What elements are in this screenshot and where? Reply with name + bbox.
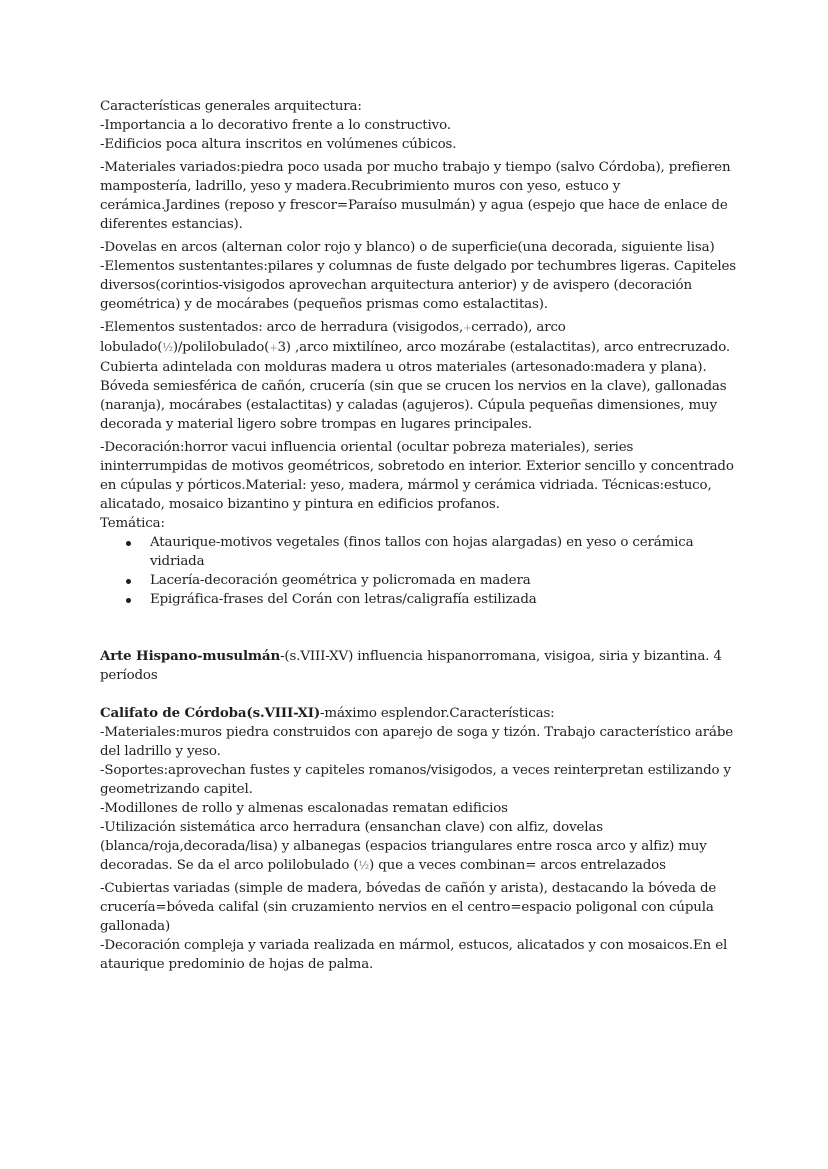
paragraph-edificios: -Edificios poca altura inscritos en volúmenes cúbicos. — [100, 137, 457, 152]
text-span: -máximo esplendor.Características: — [320, 706, 555, 721]
spacer — [100, 685, 740, 704]
paragraph-dovelas: -Dovelas en arcos (alternan color rojo y blanco) o de superficie(una decorada, siguiente lisa) — [100, 240, 715, 255]
text-span: -Elementos sustentados: arco de herradura (visigodos, — [100, 320, 464, 335]
fraction-mark: ½ — [358, 859, 370, 872]
text-span: cerrado), arco lobulado( — [100, 320, 566, 355]
paragraph-soportes: -Soportes:aprovechan fustes y capiteles romanos/visigodos, a veces reinterpretan estilizando y geometrizando capitel. — [100, 763, 731, 797]
tematica-label: Temática: — [100, 516, 165, 531]
paragraph-califato-materiales: -Materiales:muros piedra construidos con aparejo de soga y tizón. Trabajo característico arábe del ladrillo y yeso. — [100, 725, 734, 759]
paragraph-califato-title — [100, 704, 740, 723]
text-span: ) que a veces combinan= arcos entrelazados — [369, 858, 666, 873]
plus-mark: + — [463, 323, 472, 334]
text-span: )/polilobulado( — [172, 340, 270, 355]
tematica-list — [100, 533, 740, 609]
list-item: Lacería-decoración geométrica y policromada en madera — [150, 571, 740, 590]
text-span: -Utilización sistemática arco herradura (ensanchan clave) con alfiz, dovelas (blanca/roja,decorada/lisa) y albanegas (espacios triangulares entre rosca arco y alfiz) muy decoradas. Se da el arco polilobulado ( — [100, 820, 707, 873]
paragraph-decoracion: -Decoración:horror vacui influencia oriental (ocultar pobreza materiales), series ininterrumpidas de motivos geométricos, sobretodo en interior. Exterior sencillo y concentrado en cúpulas y pórticos.Material: yeso, madera, mármol y cerámica vidriada. Técnicas:estuco, alicatado, mosaico bizantino y pintura en edificios profanos. — [100, 440, 734, 512]
section-heading-arte: Arte Hispano-musulmán — [100, 648, 281, 664]
section-heading-califato: Califato de Córdoba(s.VIII-XI) — [100, 705, 321, 721]
section-heading-general: Características generales arquitectura: — [100, 99, 362, 114]
paragraph-materiales: -Materiales variados:piedra poco usada por mucho trabajo y tiempo (salvo Córdoba), prefieren mampostería, ladrillo, yeso y madera.Recubrimiento muros con yeso, estuco y cerámica.Jardines (reposo y frescor=Paraíso musulmán) y agua (espejo que hace de enlace de diferentes estancias). — [100, 160, 731, 232]
list-item: Ataurique-motivos vegetales (finos tallos con hojas alargadas) en yeso o cerámica vidriada — [150, 533, 740, 571]
text-span: -(s.VIII-XV) influencia hispanorromana, visigoa, siria y bizantina. 4 períodos — [100, 649, 722, 683]
paragraph-utilizacion — [100, 818, 740, 875]
spacer — [100, 609, 740, 647]
paragraph-modillones: -Modillones de rollo y almenas escalonadas rematan edificios — [100, 801, 508, 816]
text-span: 3) ,arco mixtilíneo, arco mozárabe (estalactitas), arco entrecruzado. Cubierta adintelada con molduras madera u otros materiales (artesonado:madera y plana). Bóveda semiesférica de cañón, crucería (sin que se crucen los nervios en la clave), gallonadas (naranja), mocárabes (estalactitas) y caladas (agujeros). Cúpula pequeñas dimensiones, muy decorada y material ligero sobre trompas en lugares principales. — [100, 340, 731, 432]
paragraph-sustentados — [100, 318, 740, 434]
paragraph-califato-decoracion: -Decoración compleja y variada realizada en mármol, estucos, alicatados y con mosaicos.En el ataurique predominio de hojas de palma. — [100, 938, 728, 972]
paragraph-sustentantes: -Elementos sustentantes:pilares y columnas de fuste delgado por techumbres ligeras. Capiteles diversos(corintios-visigodos aprovechan arquitectura anterior) y de avispero (decoración geométrica) y de mocárabes (pequeños prismas como estalactitas). — [100, 259, 737, 312]
fraction-mark: ½ — [162, 341, 173, 354]
paragraph-arte-hispano — [100, 647, 740, 685]
list-item: Epigráfica-frases del Corán con letras/caligrafía estilizada — [150, 590, 740, 609]
plus-mark: + — [269, 343, 278, 354]
document-page — [100, 97, 740, 974]
paragraph-importancia: -Importancia a lo decorativo frente a lo constructivo. — [100, 118, 451, 133]
paragraph-cubiertas: -Cubiertas variadas (simple de madera, bóvedas de cañón y arista), destacando la bóveda de crucería=bóveda califal (sin cruzamiento nervios en el centro=espacio poligonal con cúpula gallonada) — [100, 881, 717, 934]
